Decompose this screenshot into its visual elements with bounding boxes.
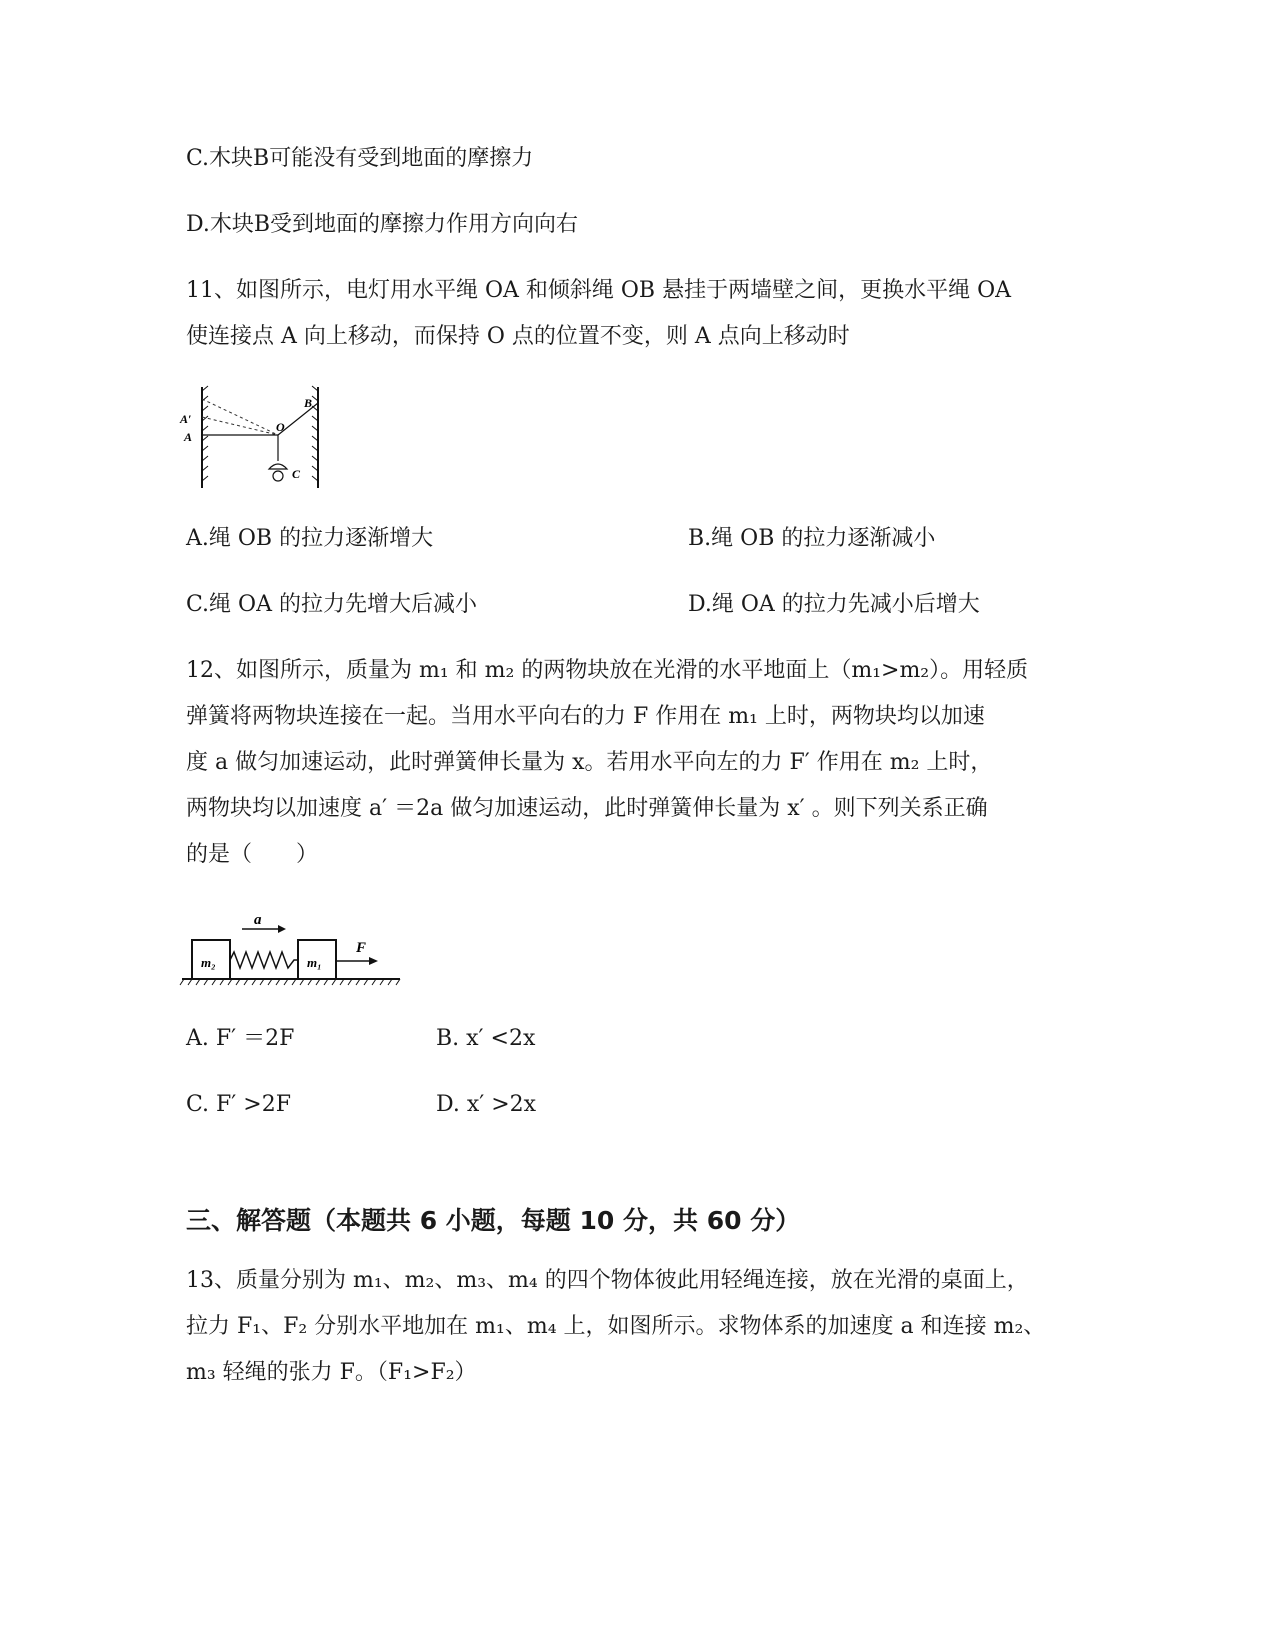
q11-option-c: C.绳 OA 的拉力先增大后减小 bbox=[186, 592, 477, 617]
q11-stem-line1: 11、如图所示，电灯用水平绳 OA 和倾斜绳 OB 悬挂于两墙壁之间，更换水平绳 OA bbox=[186, 278, 1012, 303]
q11-figure bbox=[170, 383, 340, 493]
q10-option-c: C.木块B可能没有受到地面的摩擦力 bbox=[186, 146, 534, 171]
q13-stem-line3: m₃ 轻绳的张力 F。（F₁>F₂） bbox=[186, 1360, 477, 1385]
q12-stem-line2: 弹簧将两物块连接在一起。当用水平向右的力 F 作用在 m₁ 上时，两物块均以加速 bbox=[186, 704, 985, 729]
label-a-prime: A′ bbox=[180, 412, 192, 426]
label-b: B bbox=[304, 396, 313, 410]
q10-option-d: D.木块B受到地面的摩擦力作用方向向右 bbox=[186, 212, 579, 237]
label-a: A bbox=[184, 430, 193, 444]
q12-stem-line1: 12、如图所示，质量为 m₁ 和 m₂ 的两物块放在光滑的水平地面上（m₁>m₂）。用轻质 bbox=[186, 658, 1029, 683]
q11-stem-line2: 使连接点 A 向上移动，而保持 O 点的位置不变，则 A 点向上移动时 bbox=[186, 324, 850, 349]
label-force: F bbox=[356, 940, 367, 956]
q12-figure bbox=[180, 905, 405, 990]
label-c: C bbox=[292, 467, 301, 481]
q12-option-a: A. F′ ＝2F bbox=[186, 1026, 295, 1051]
q12-option-c: C. F′ >2F bbox=[186, 1092, 291, 1117]
label-m1: m₁ bbox=[307, 955, 322, 970]
section-title: 三、解答题（本题共 6 小题，每题 10 分，共 60 分） bbox=[186, 1206, 801, 1235]
q13-stem-line2: 拉力 F₁、F₂ 分别水平地加在 m₁、m₄ 上，如图所示。求物体系的加速度 a 和连接 m₂、 bbox=[186, 1314, 1046, 1339]
label-m2: m₂ bbox=[201, 955, 216, 970]
label-o: O bbox=[276, 420, 285, 434]
q11-option-a: A.绳 OB 的拉力逐渐增大 bbox=[186, 526, 434, 551]
q12-option-b: B. x′ <2x bbox=[436, 1026, 536, 1051]
q12-stem-line3: 度 a 做匀加速运动，此时弹簧伸长量为 x。若用水平向左的力 F′ 作用在 m₂ 上时， bbox=[186, 750, 993, 775]
q11-option-d: D.绳 OA 的拉力先减小后增大 bbox=[688, 592, 980, 617]
q12-stem-line4: 两物块均以加速度 a′ ＝2a 做匀加速运动，此时弹簧伸长量为 x′ 。则下列关系正确 bbox=[186, 796, 988, 821]
label-accel: a bbox=[254, 912, 262, 928]
q12-option-d: D. x′ >2x bbox=[436, 1092, 537, 1117]
q11-option-b: B.绳 OB 的拉力逐渐减小 bbox=[688, 526, 936, 551]
q13-stem-line1: 13、质量分别为 m₁、m₂、m₃、m₄ 的四个物体彼此用轻绳连接，放在光滑的桌面上， bbox=[186, 1268, 1029, 1293]
q12-stem-line5: 的是（ ） bbox=[186, 842, 319, 867]
